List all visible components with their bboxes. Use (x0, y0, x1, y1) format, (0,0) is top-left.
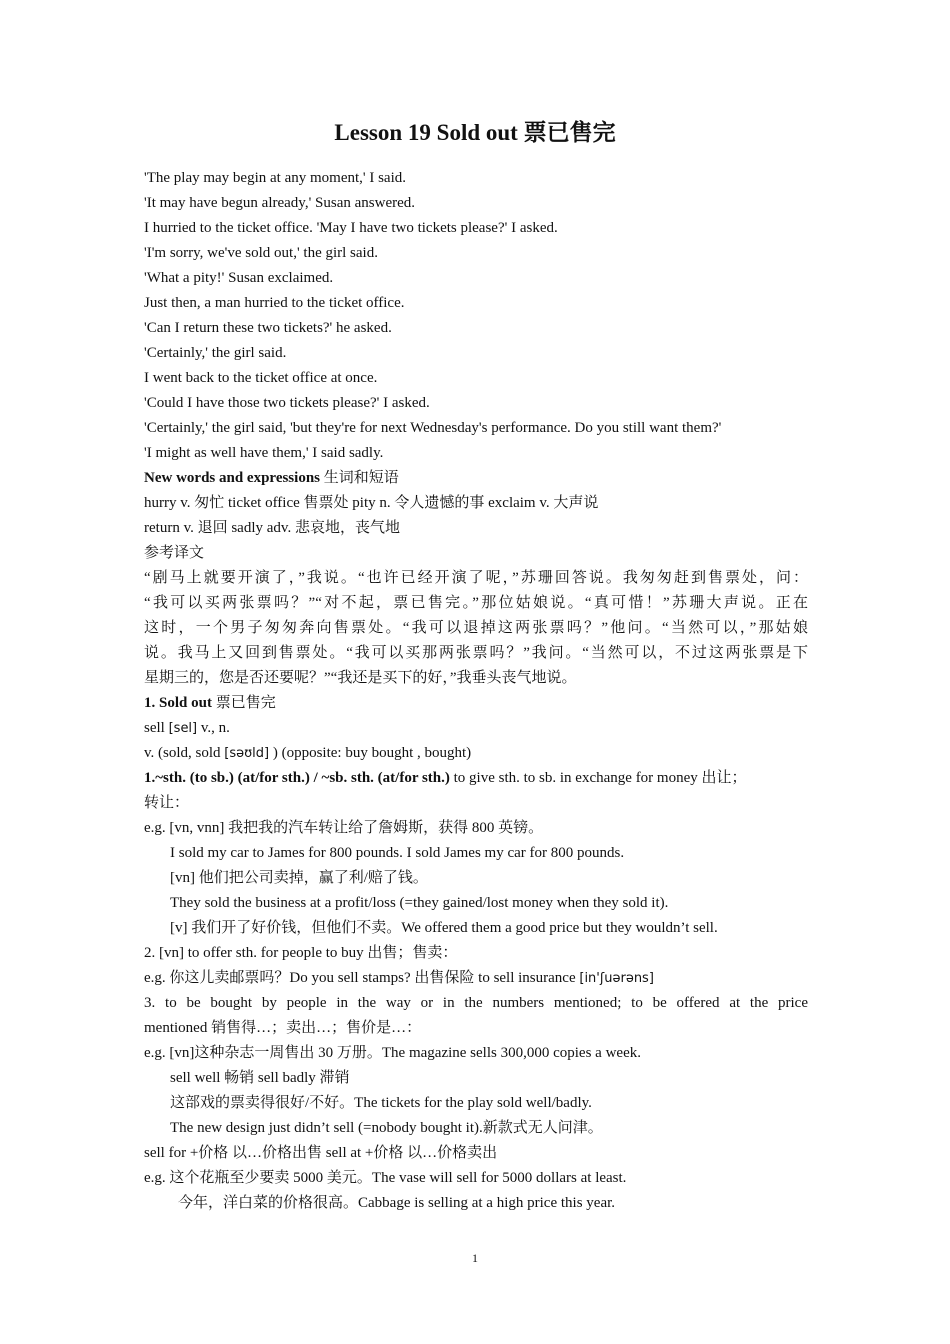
headword: sell (144, 720, 169, 736)
text-line: 'The play may begin at any moment,' I said. (144, 170, 407, 186)
definition-line: 3. to be bought by people in the way or in the numbers mentioned; to be offered at the price (144, 995, 808, 1011)
translation-line: 这时，一个男子匆匆奔向售票处。“我可以退掉这两张票吗？”他问。“当然可以，”那姑娘 (144, 620, 808, 636)
text-line: I went back to the ticket office at once. (144, 370, 378, 386)
text-line: 'I might as well have them,' I said sadly. (144, 445, 384, 461)
vocab-line: return v. 退回 sadly adv. 悲哀地，丧气地 (144, 520, 400, 536)
text-line: 'What a pity!' Susan exclaimed. (144, 270, 334, 286)
text-line: 'Could I have those two tickets please?' I asked. (144, 395, 430, 411)
headword-line (144, 716, 808, 741)
text-line: 'It may have begun already,' Susan answered. (144, 195, 416, 211)
phonetic: [sel] (168, 721, 198, 736)
phonetic: [in'ʃuərəns] (579, 971, 654, 986)
example-line: They sold the business at a profit/loss (=they gained/lost money when they sold it). (170, 895, 669, 911)
example-line (144, 966, 808, 991)
example-line: e.g. [vn]这种杂志一周售出 30 万册。The magazine sells 300,000 copies a week. (144, 1045, 641, 1061)
vocab-line: hurry v. 匆忙 ticket office 售票处 pity n. 令人遗憾的事 exclaim v. 大声说 (144, 495, 599, 511)
example-line: [vn] 他们把公司卖掉，赢了利/赔了钱。 (170, 870, 428, 886)
vocab-heading (144, 466, 808, 491)
example-line: sell well 畅销 sell badly 滞销 (170, 1070, 350, 1086)
example-line: 今年，洋白菜的价格很高。Cabbage is selling at a high price this year. (178, 1195, 616, 1211)
verb-forms-text: ) (opposite: buy bought , bought) (269, 745, 472, 761)
example-line: I sold my car to James for 800 pounds. I sold James my car for 800 pounds. (170, 845, 625, 861)
verb-forms-text: v. (sold, sold (144, 745, 225, 761)
example-line: e.g. 这个花瓶至少要卖 5000 美元。The vase will sell for 5000 dollars at least. (144, 1170, 627, 1186)
text-line: 'I'm sorry, we've sold out,' the girl said. (144, 245, 378, 261)
section-heading-zh: 票已售完 (211, 695, 276, 711)
example-line: 这部戏的票卖得很好/不好。The tickets for the play sold well/badly. (170, 1095, 592, 1111)
definition-line (144, 766, 808, 791)
translation-line: “剧马上就要开演了，”我说。“也许已经开演了呢，”苏珊回答说。我匆匆赶到售票处，问： (144, 570, 808, 586)
definition-text: to give sth. to sb. in exchange for money 出让； (449, 770, 747, 786)
text-line: I hurried to the ticket office. 'May I have two tickets please?' I asked. (144, 220, 558, 236)
example-text: e.g. 你这儿卖邮票吗？Do you sell stamps? 出售保险 to sell insurance (144, 970, 580, 986)
phrase-line: sell for +价格 以…价格出售 sell at +价格 以…价格卖出 (144, 1145, 498, 1161)
definition-line: 转让： (144, 795, 190, 811)
translation-line: 星期三的，您是否还要呢？”“我还是买下的好，”我垂头丧气地说。 (144, 670, 577, 686)
text-line: 'Certainly,' the girl said. (144, 345, 287, 361)
vocab-heading-en: New words and expressions (144, 470, 320, 486)
text-line: 'Can I return these two tickets?' he asked. (144, 320, 392, 336)
text-line: 'Certainly,' the girl said, 'but they're for next Wednesday's performance. Do you still want them?' (144, 420, 722, 436)
example-line: The new design just didn’t sell (=nobody bought it).新款式无人问津。 (170, 1120, 603, 1136)
section-heading (144, 691, 808, 716)
page-title: Lesson 19 Sold out 票已售完 (334, 120, 616, 145)
section-heading-en: 1. Sold out (144, 695, 212, 711)
example-line: [v] 我们开了好价钱，但他们不卖。We offered them a good price but they wouldn’t sell. (170, 920, 718, 936)
translation-heading: 参考译文 (144, 545, 205, 561)
phonetic: [səʊld] (224, 746, 270, 761)
definition-line: mentioned 销售得…；卖出…；售价是…： (144, 1020, 422, 1036)
definition-line: 2. [vn] to offer sth. for people to buy 出售；售卖： (144, 945, 458, 961)
verb-forms-line (144, 741, 808, 766)
text-line: Just then, a man hurried to the ticket office. (144, 295, 405, 311)
example-line: e.g. [vn, vnn] 我把我的汽车转让给了詹姆斯，获得 800 英镑。 (144, 820, 544, 836)
vocab-heading-zh: 生词和短语 (320, 470, 399, 486)
translation-line: 说。我马上又回到售票处。“我可以买那两张票吗？”我问。“当然可以，不过这两张票是下 (144, 645, 808, 661)
page-number: 1 (472, 1251, 478, 1265)
part-of-speech: v., n. (197, 720, 230, 736)
translation-line: “我可以买两张票吗？”“对不起，票已售完。”那位姑娘说。“真可惜！”苏珊大声说。正在 (144, 595, 808, 611)
definition-pattern: 1.~sth. (to sb.) (at/for sth.) / ~sb. sth. (at/for sth.) (144, 770, 450, 786)
